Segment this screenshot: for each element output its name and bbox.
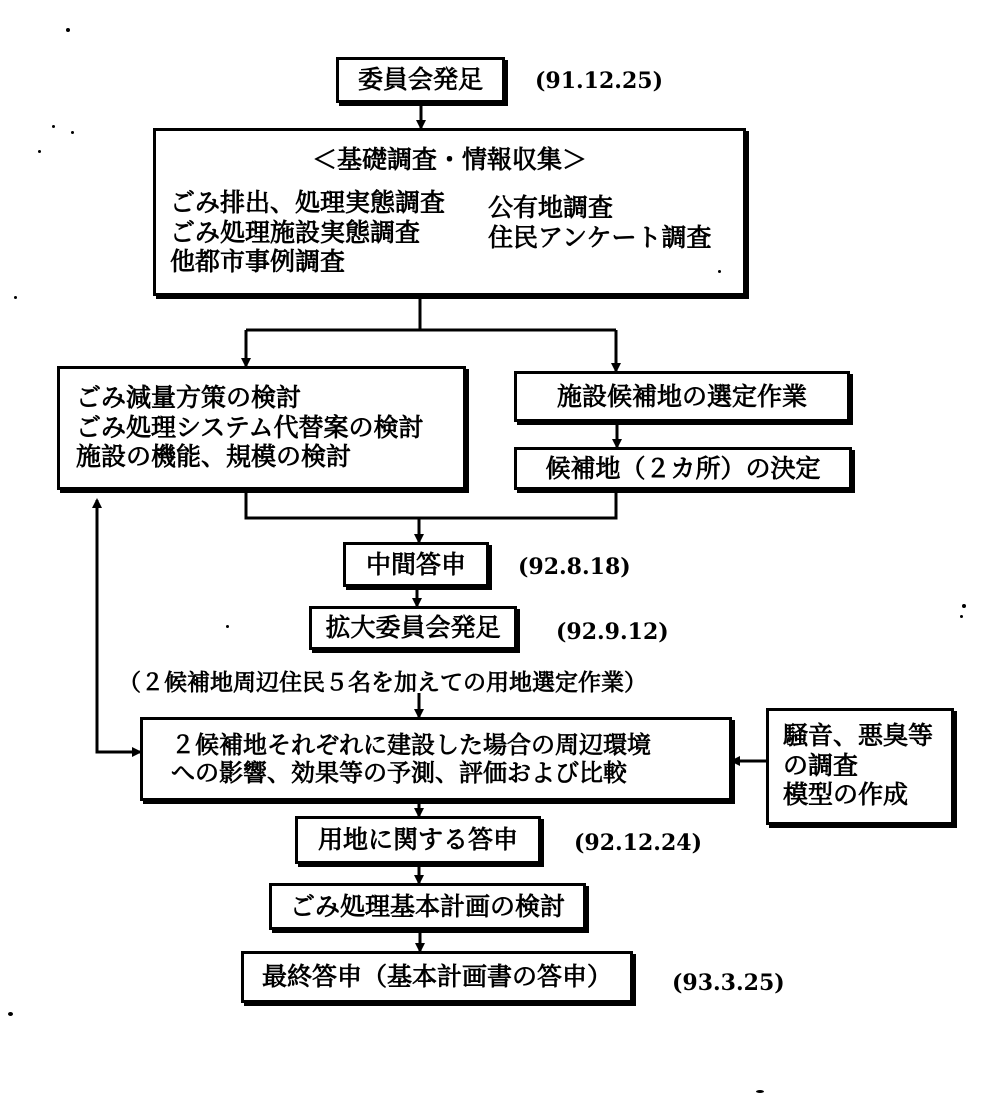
expanded-box <box>309 606 517 650</box>
land-report-date: (92.12.24) <box>574 830 702 856</box>
final-date: (93.3.25) <box>672 970 785 996</box>
site-select-label: 施設候補地の選定作業 <box>556 381 807 411</box>
final-box <box>241 951 633 1003</box>
land-report-label: 用地に関する答申 <box>317 825 518 855</box>
final-label: 最終答申（基本計画書の答申） <box>261 962 612 992</box>
side-study-line: 模型の作成 <box>783 780 909 809</box>
survey-item: 他都市事例調査 <box>170 247 346 276</box>
plan-review-label: ごみ処理基本計画の検討 <box>289 891 565 921</box>
land-report-box <box>295 816 541 864</box>
survey-title: ＜基礎調査・情報収集＞ <box>311 145 587 174</box>
review-item: ごみ減量方策の検討 <box>76 383 302 412</box>
evaluation-line: への影響、効果等の予測、評価および比較 <box>171 759 627 788</box>
survey-item: 住民アンケート調査 <box>488 222 712 252</box>
review-item: ごみ処理システム代替案の検討 <box>76 412 424 442</box>
review-box <box>57 366 466 490</box>
scan-speck <box>66 28 70 32</box>
survey-left-list <box>170 188 445 277</box>
review-item: 施設の機能、規模の検討 <box>76 442 352 471</box>
survey-item: ごみ排出、処理実態調査 <box>170 188 446 217</box>
survey-right-list <box>488 193 712 252</box>
side-study-line: の調査 <box>783 750 859 780</box>
scan-speck <box>960 615 963 618</box>
evaluation-line: ２候補地それぞれに建設した場合の周辺環境 <box>171 731 651 759</box>
launch-box <box>336 57 505 103</box>
evaluation-box <box>140 717 732 801</box>
scan-speck <box>226 625 229 628</box>
interim-label: 中間答申 <box>365 549 466 579</box>
site-decide-label: 候補地（２カ所）の決定 <box>545 453 821 483</box>
side-study-line: 騒音、悪臭等 <box>783 721 934 750</box>
scan-speck <box>718 270 721 273</box>
scan-speck <box>756 1090 764 1093</box>
scan-speck <box>962 604 966 608</box>
launch-label: 委員会発足 <box>357 65 483 95</box>
expanded-label: 拡大委員会発足 <box>325 613 501 643</box>
expanded-date: (92.9.12) <box>556 619 669 645</box>
survey-item: ごみ処理施設実態調査 <box>170 217 421 247</box>
plan-review-box <box>269 883 586 930</box>
site-decide-box <box>514 447 852 490</box>
interim-date: (92.8.18) <box>518 554 631 580</box>
feedback-arrow-line <box>97 502 140 752</box>
survey-box <box>153 128 746 296</box>
survey-item: 公有地調査 <box>488 193 614 222</box>
scan-speck <box>8 1012 13 1016</box>
interim-box <box>343 542 489 587</box>
scan-speck <box>38 150 41 153</box>
scan-speck <box>71 131 74 134</box>
site-select-box <box>514 371 850 422</box>
launch-date: (91.12.25) <box>535 68 663 94</box>
side-study-box <box>766 708 954 825</box>
scan-speck <box>52 125 55 128</box>
expanded-note: （２候補地周辺住民５名を加えての用地選定作業） <box>118 670 647 696</box>
scan-speck <box>14 296 17 299</box>
line-merge <box>246 490 616 518</box>
